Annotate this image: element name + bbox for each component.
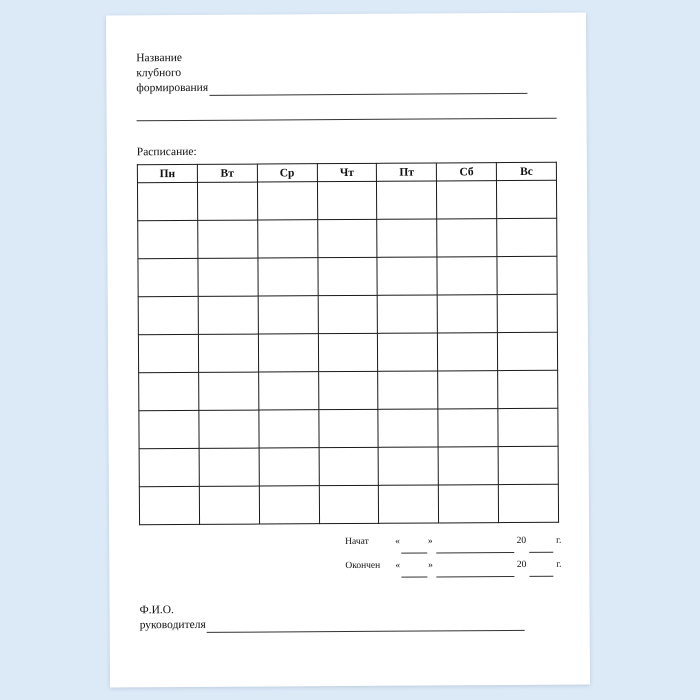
schedule-label: Расписание: — [136, 145, 197, 159]
table-cell[interactable] — [497, 332, 557, 370]
column-header-wed: Ср — [257, 164, 317, 182]
table-cell[interactable] — [198, 334, 258, 372]
table-cell[interactable] — [138, 258, 198, 296]
title-line-2: клубного — [136, 67, 182, 80]
table-cell[interactable] — [139, 372, 199, 410]
table-cell[interactable] — [257, 220, 317, 258]
table-cell[interactable] — [259, 448, 319, 486]
start-year-prefix: 20 — [516, 535, 527, 546]
table-cell[interactable] — [318, 295, 378, 333]
table-cell[interactable] — [437, 295, 497, 333]
table-cell[interactable] — [438, 447, 498, 485]
column-header-sun: Вс — [496, 162, 556, 180]
table-row — [138, 218, 557, 259]
end-day-field[interactable] — [401, 569, 427, 578]
table-cell[interactable] — [498, 370, 558, 408]
table-cell[interactable] — [258, 334, 318, 372]
table-cell[interactable] — [138, 296, 198, 334]
table-cell[interactable] — [438, 409, 498, 447]
table-cell[interactable] — [138, 220, 198, 258]
table-row — [139, 408, 558, 449]
document-sheet — [106, 13, 590, 688]
table-cell[interactable] — [377, 181, 437, 219]
table-cell[interactable] — [197, 182, 257, 220]
table-row — [138, 332, 557, 373]
column-header-fri: Пт — [377, 163, 437, 181]
start-year-suffix: г. — [556, 535, 562, 546]
table-cell[interactable] — [139, 410, 199, 448]
table-cell[interactable] — [379, 485, 439, 523]
table-row — [139, 370, 558, 411]
table-cell[interactable] — [199, 486, 259, 524]
table-cell[interactable] — [377, 219, 437, 257]
table-row — [138, 294, 557, 335]
table-cell[interactable] — [319, 447, 379, 485]
column-header-mon: Пн — [137, 164, 197, 182]
table-row — [139, 484, 558, 525]
column-header-sat: Сб — [437, 163, 497, 181]
signature-line-1: Ф.И.О. — [139, 604, 174, 617]
end-date-label: Окончен — [345, 560, 381, 572]
table-cell[interactable] — [199, 410, 259, 448]
start-month-field[interactable] — [436, 544, 514, 553]
table-cell[interactable] — [497, 256, 557, 294]
start-date-row — [345, 529, 561, 554]
table-cell[interactable] — [497, 294, 557, 332]
table-cell[interactable] — [319, 485, 379, 523]
document-page-content — [106, 13, 590, 688]
end-year-prefix: 20 — [516, 559, 527, 570]
table-cell[interactable] — [378, 447, 438, 485]
table-cell[interactable] — [198, 296, 258, 334]
table-cell[interactable] — [438, 371, 498, 409]
table-cell[interactable] — [378, 371, 438, 409]
end-quote-close: » — [428, 560, 433, 571]
table-cell[interactable] — [317, 257, 377, 295]
signature-fill-rule[interactable] — [207, 620, 525, 633]
table-cell[interactable] — [498, 408, 558, 446]
table-cell[interactable] — [258, 296, 318, 334]
start-day-field[interactable] — [401, 545, 427, 554]
table-cell[interactable] — [198, 372, 258, 410]
end-month-field[interactable] — [436, 568, 514, 577]
schedule-table — [137, 162, 559, 526]
table-row — [137, 180, 556, 221]
table-cell[interactable] — [498, 446, 558, 484]
start-quote-close: » — [427, 536, 433, 547]
table-cell[interactable] — [138, 334, 198, 372]
table-cell[interactable] — [259, 410, 319, 448]
title-fill-rule-2 — [137, 118, 557, 122]
end-year-field[interactable] — [529, 568, 553, 577]
table-cell[interactable] — [437, 257, 497, 295]
end-year-suffix: г. — [556, 559, 562, 570]
table-cell[interactable] — [317, 181, 377, 219]
table-cell[interactable] — [139, 448, 199, 486]
start-date-label: Начат — [345, 536, 369, 548]
table-cell[interactable] — [198, 220, 258, 258]
table-cell[interactable] — [318, 409, 378, 447]
table-cell[interactable] — [378, 409, 438, 447]
end-date-row — [345, 553, 561, 578]
table-row — [138, 256, 557, 297]
table-cell[interactable] — [257, 182, 317, 220]
table-row — [139, 446, 558, 487]
title-line-3-label: формирования — [136, 81, 209, 95]
title-line-3-with-rule — [136, 79, 556, 97]
table-cell[interactable] — [137, 182, 197, 220]
table-cell[interactable] — [437, 181, 497, 219]
table-cell[interactable] — [258, 372, 318, 410]
table-cell[interactable] — [318, 371, 378, 409]
table-cell[interactable] — [498, 484, 558, 522]
table-cell[interactable] — [497, 218, 557, 256]
table-cell[interactable] — [318, 333, 378, 371]
table-cell[interactable] — [437, 219, 497, 257]
table-cell[interactable] — [199, 448, 259, 486]
signature-line-2-with-rule — [140, 616, 560, 634]
table-cell[interactable] — [439, 485, 499, 523]
signature-line-2-label: руководителя — [139, 618, 206, 632]
title-line-1: Название — [136, 52, 182, 65]
date-block — [345, 529, 561, 578]
title-fill-rule-1 — [209, 83, 527, 96]
table-cell[interactable] — [317, 219, 377, 257]
end-quote-open: « — [395, 560, 401, 571]
table-cell[interactable] — [378, 295, 438, 333]
table-cell[interactable] — [377, 257, 437, 295]
column-header-tue: Вт — [197, 164, 257, 182]
table-cell[interactable] — [259, 486, 319, 524]
table-cell[interactable] — [198, 258, 258, 296]
column-header-thu: Чт — [317, 163, 377, 181]
table-cell[interactable] — [497, 180, 557, 218]
title-block — [136, 49, 556, 97]
signature-block — [140, 601, 560, 634]
table-cell[interactable] — [258, 258, 318, 296]
start-year-field[interactable] — [529, 544, 553, 553]
start-quote-open: « — [395, 536, 400, 547]
table-cell[interactable] — [139, 486, 199, 524]
table-cell[interactable] — [378, 333, 438, 371]
table-cell[interactable] — [438, 333, 498, 371]
